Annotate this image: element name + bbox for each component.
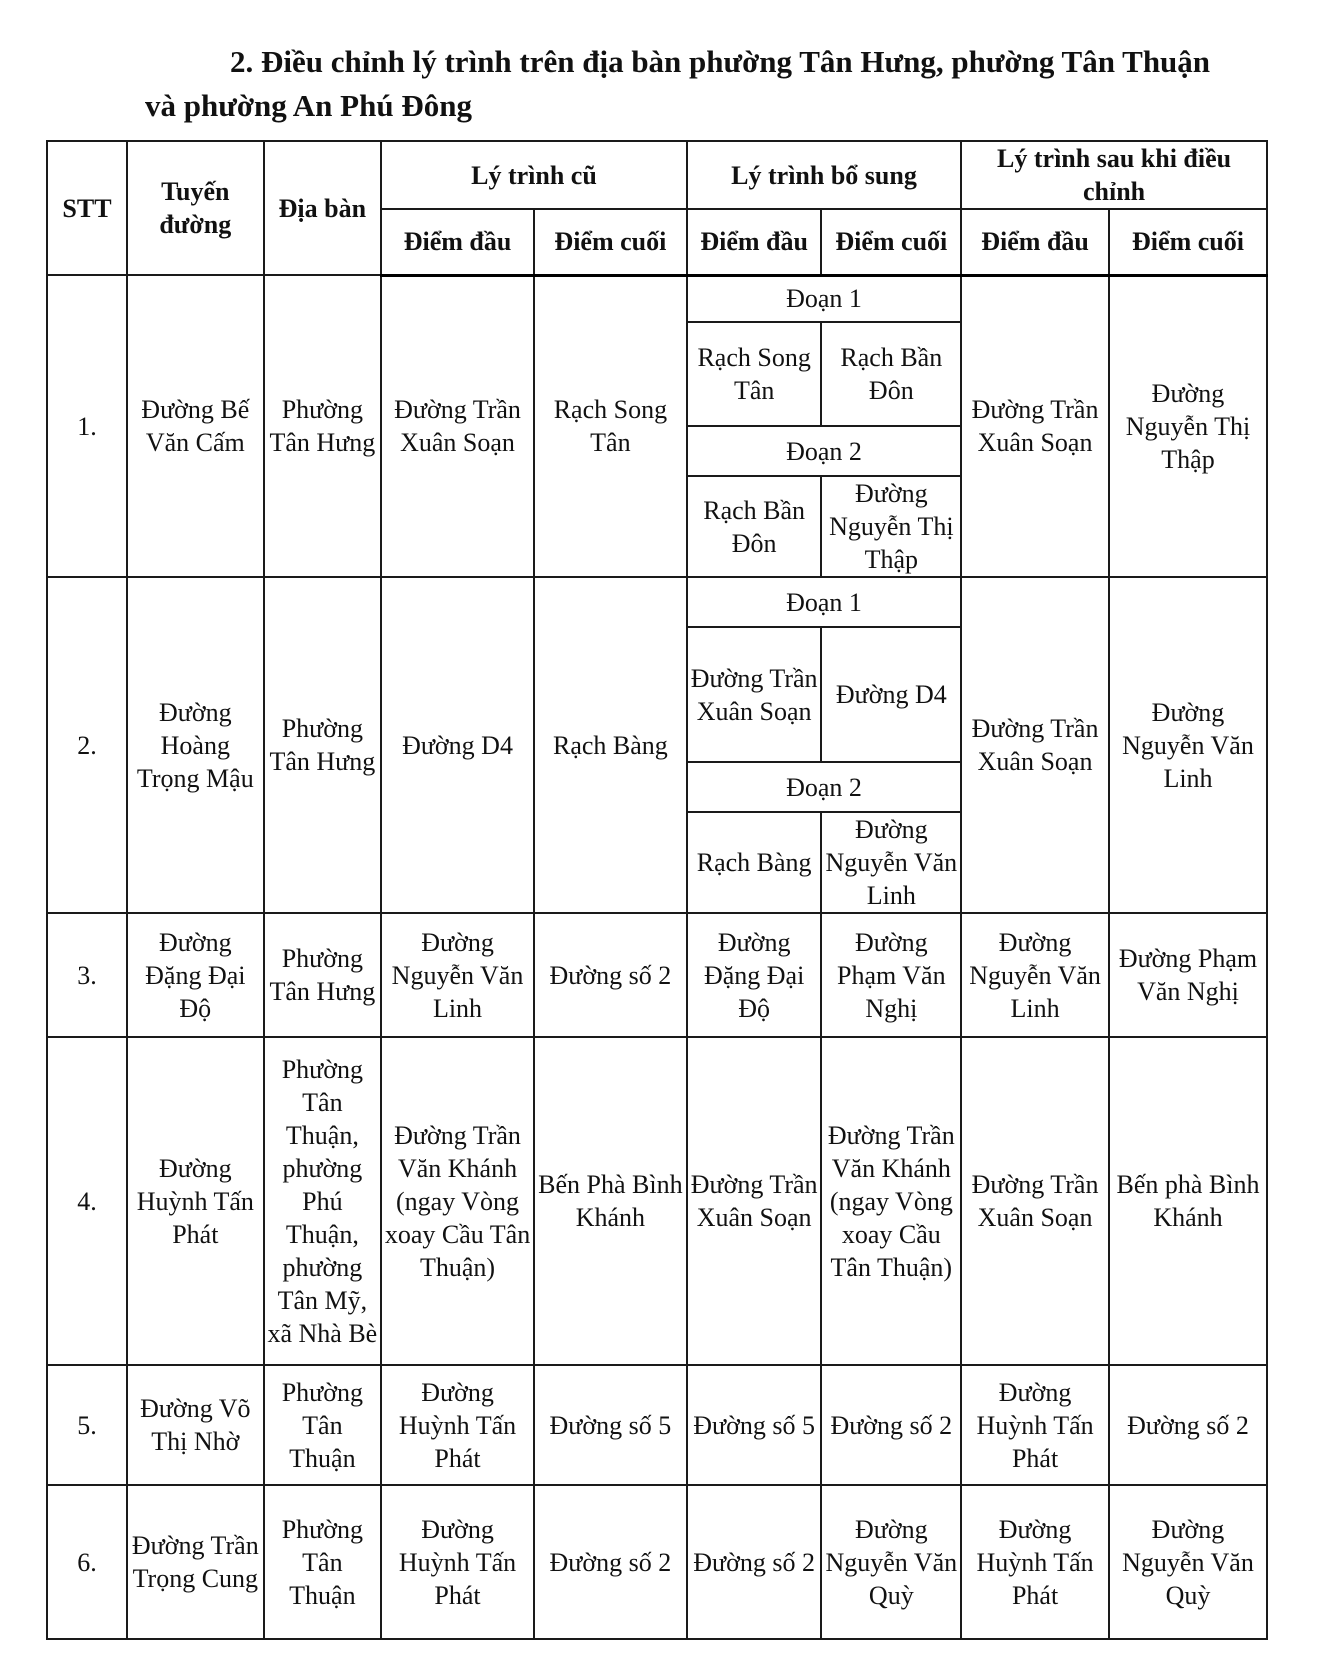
segment-1-start: Đường Trần Xuân Soạn bbox=[687, 627, 822, 762]
header-old-route: Lý trình cũ bbox=[381, 141, 687, 209]
row-stt: 3. bbox=[47, 913, 127, 1037]
row-route: Đường Huỳnh Tấn Phát bbox=[127, 1037, 264, 1365]
row-new-start: Đường Huỳnh Tấn Phát bbox=[961, 1365, 1109, 1485]
row-added-start: Đường Trần Xuân Soạn bbox=[687, 1037, 822, 1365]
row-route: Đường Trần Trọng Cung bbox=[127, 1485, 264, 1639]
row-old-end: Bến Phà Bình Khánh bbox=[534, 1037, 687, 1365]
table-row bbox=[47, 1365, 1267, 1485]
row-area: Phường Tân Hưng bbox=[264, 275, 381, 577]
segment-1-end: Rạch Bần Đôn bbox=[821, 322, 961, 426]
row-new-end: Đường Nguyễn Văn Quỳ bbox=[1109, 1485, 1267, 1639]
heading-line-1: 2. Điều chỉnh lý trình trên địa bàn phường Tân Hưng, phường Tân Thuận bbox=[230, 44, 1211, 79]
row-area: Phường Tân Hưng bbox=[264, 577, 381, 913]
header-added-start: Điểm đầu bbox=[687, 209, 822, 275]
route-adjustment-table bbox=[46, 140, 1268, 1640]
row-old-end: Rạch Bàng bbox=[534, 577, 687, 913]
row-old-start: Đường Huỳnh Tấn Phát bbox=[381, 1365, 534, 1485]
row-old-start: Đường Trần Văn Khánh (ngay Vòng xoay Cầu Tân Thuận) bbox=[381, 1037, 534, 1365]
segment-2-start: Rạch Bần Đôn bbox=[687, 476, 822, 577]
row-added-start: Đường số 2 bbox=[687, 1485, 822, 1639]
row-new-end: Đường Phạm Văn Nghị bbox=[1109, 913, 1267, 1037]
row-new-start: Đường Huỳnh Tấn Phát bbox=[961, 1485, 1109, 1639]
table-row bbox=[47, 275, 1267, 322]
row-new-end: Đường Nguyễn Văn Linh bbox=[1109, 577, 1267, 913]
row-stt: 2. bbox=[47, 577, 127, 913]
segment-2-label: Đoạn 2 bbox=[687, 762, 961, 812]
row-added-end: Đường Trần Văn Khánh (ngay Vòng xoay Cầu Tân Thuận) bbox=[821, 1037, 961, 1365]
heading-line-2: và phường An Phú Đông bbox=[145, 88, 472, 123]
segment-1-end: Đường D4 bbox=[821, 627, 961, 762]
header-new-end: Điểm cuối bbox=[1109, 209, 1267, 275]
table-row bbox=[47, 577, 1267, 627]
row-old-end: Đường số 5 bbox=[534, 1365, 687, 1485]
row-old-end: Rạch Song Tân bbox=[534, 275, 687, 577]
row-route: Đường Hoàng Trọng Mậu bbox=[127, 577, 264, 913]
header-area: Địa bàn bbox=[264, 141, 381, 275]
row-route: Đường Bế Văn Cấm bbox=[127, 275, 264, 577]
table-row bbox=[47, 1485, 1267, 1639]
table-header bbox=[47, 141, 1267, 275]
row-new-start: Đường Trần Xuân Soạn bbox=[961, 275, 1109, 577]
segment-2-end: Đường Nguyễn Thị Thập bbox=[821, 476, 961, 577]
row-new-start: Đường Trần Xuân Soạn bbox=[961, 1037, 1109, 1365]
row-route: Đường Võ Thị Nhờ bbox=[127, 1365, 264, 1485]
header-added-end: Điểm cuối bbox=[821, 209, 961, 275]
row-old-end: Đường số 2 bbox=[534, 913, 687, 1037]
row-new-start: Đường Nguyễn Văn Linh bbox=[961, 913, 1109, 1037]
row-added-end: Đường Nguyễn Văn Quỳ bbox=[821, 1485, 961, 1639]
segment-2-label: Đoạn 2 bbox=[687, 426, 961, 476]
row-old-start: Đường D4 bbox=[381, 577, 534, 913]
row-old-start: Đường Trần Xuân Soạn bbox=[381, 275, 534, 577]
header-old-end: Điểm cuối bbox=[534, 209, 687, 275]
section-heading bbox=[0, 40, 1320, 128]
row-new-start: Đường Trần Xuân Soạn bbox=[961, 577, 1109, 913]
row-old-end: Đường số 2 bbox=[534, 1485, 687, 1639]
row-area: Phường Tân Thuận bbox=[264, 1485, 381, 1639]
table-row bbox=[47, 913, 1267, 1037]
header-old-start: Điểm đầu bbox=[381, 209, 534, 275]
row-route: Đường Đặng Đại Độ bbox=[127, 913, 264, 1037]
row-area: Phường Tân Thuận, phường Phú Thuận, phường Tân Mỹ, xã Nhà Bè bbox=[264, 1037, 381, 1365]
row-added-end: Đường số 2 bbox=[821, 1365, 961, 1485]
table-row bbox=[47, 1037, 1267, 1365]
header-route: Tuyến đường bbox=[127, 141, 264, 275]
row-stt: 5. bbox=[47, 1365, 127, 1485]
segment-1-start: Rạch Song Tân bbox=[687, 322, 822, 426]
segment-1-label: Đoạn 1 bbox=[687, 577, 961, 627]
row-old-start: Đường Huỳnh Tấn Phát bbox=[381, 1485, 534, 1639]
row-stt: 1. bbox=[47, 275, 127, 577]
segment-2-end: Đường Nguyễn Văn Linh bbox=[821, 812, 961, 913]
row-added-end: Đường Phạm Văn Nghị bbox=[821, 913, 961, 1037]
header-stt: STT bbox=[47, 141, 127, 275]
row-area: Phường Tân Hưng bbox=[264, 913, 381, 1037]
segment-1-label: Đoạn 1 bbox=[687, 275, 961, 322]
row-added-start: Đường số 5 bbox=[687, 1365, 822, 1485]
row-added-start: Đường Đặng Đại Độ bbox=[687, 913, 822, 1037]
segment-2-start: Rạch Bàng bbox=[687, 812, 822, 913]
row-new-end: Đường Nguyễn Thị Thập bbox=[1109, 275, 1267, 577]
row-stt: 4. bbox=[47, 1037, 127, 1365]
row-stt: 6. bbox=[47, 1485, 127, 1639]
row-new-end: Đường số 2 bbox=[1109, 1365, 1267, 1485]
header-added-route: Lý trình bổ sung bbox=[687, 141, 961, 209]
row-old-start: Đường Nguyễn Văn Linh bbox=[381, 913, 534, 1037]
header-adjusted-route: Lý trình sau khi điều chỉnh bbox=[961, 141, 1267, 209]
header-new-start: Điểm đầu bbox=[961, 209, 1109, 275]
row-area: Phường Tân Thuận bbox=[264, 1365, 381, 1485]
row-new-end: Bến phà Bình Khánh bbox=[1109, 1037, 1267, 1365]
